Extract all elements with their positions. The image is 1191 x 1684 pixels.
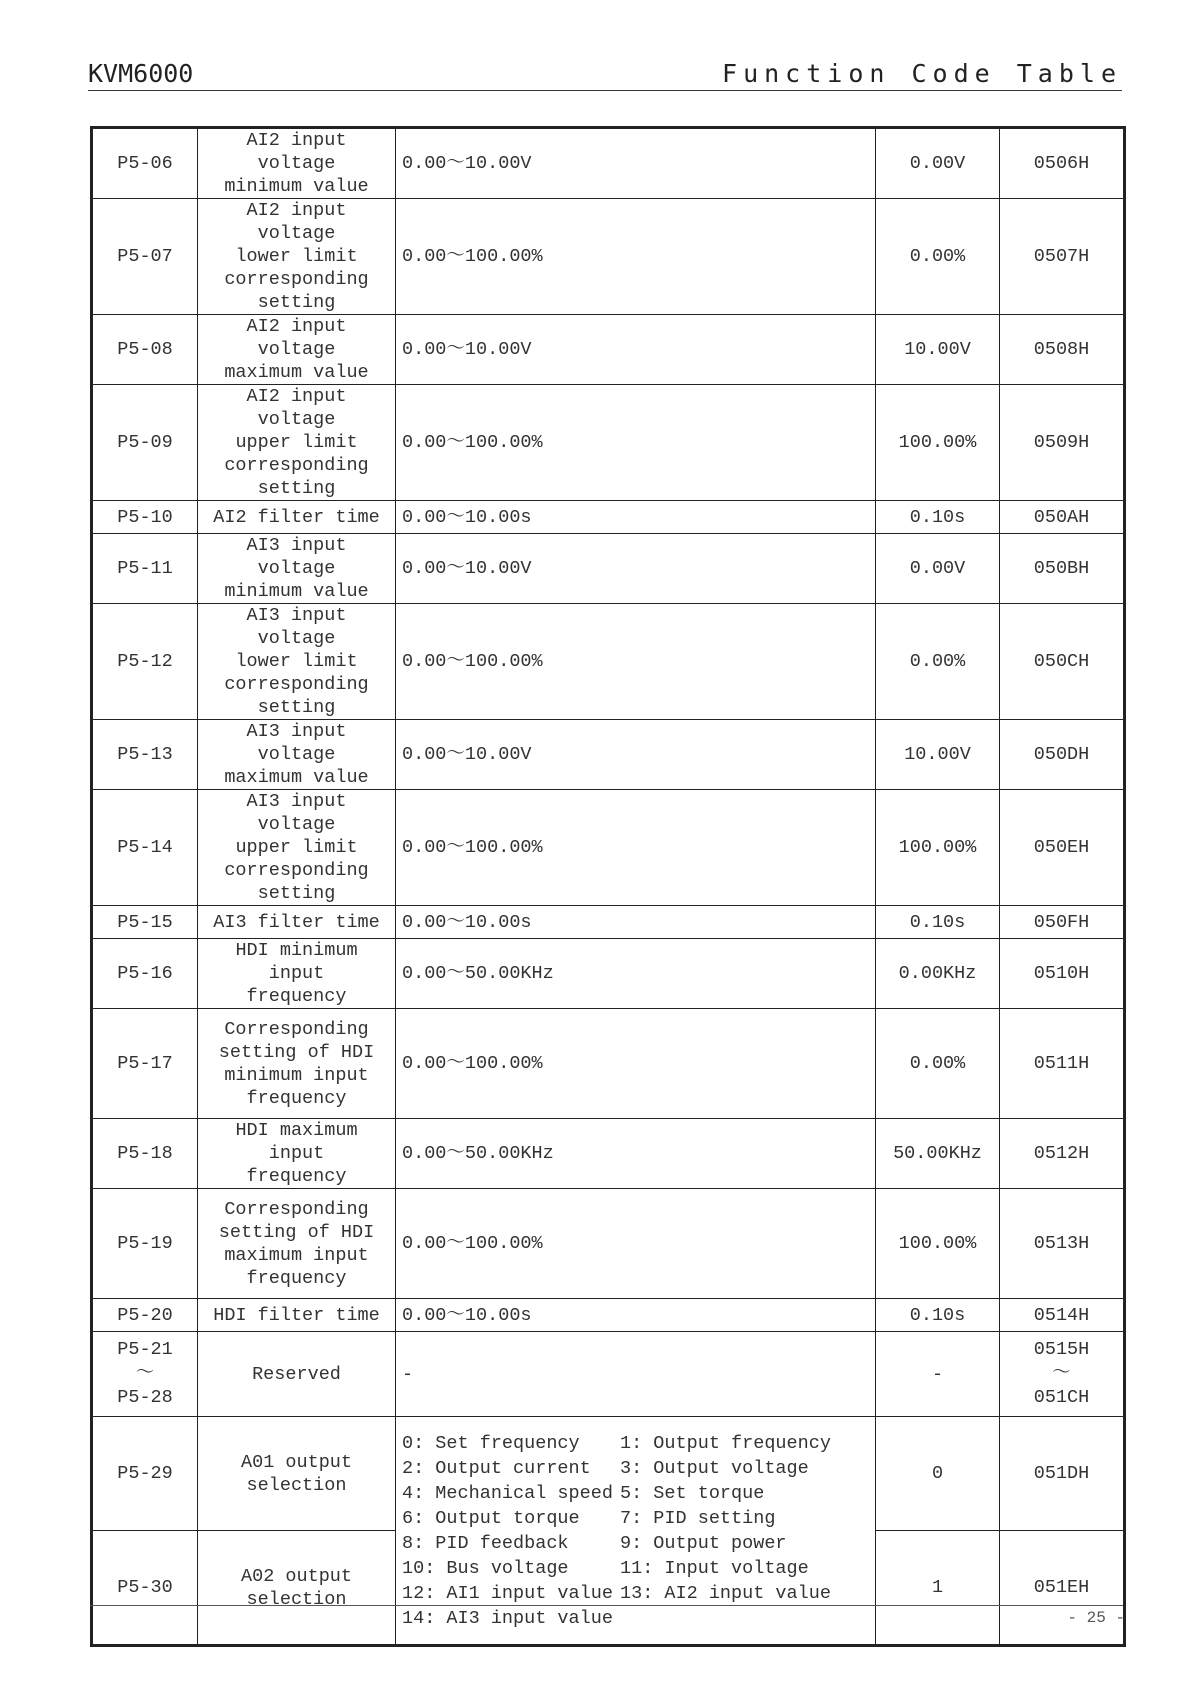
parameter-name-cell: HDI minimum input frequency	[198, 939, 396, 1009]
table-row	[92, 1119, 1125, 1189]
address-cell: 0512H	[1000, 1119, 1125, 1189]
output-options-cell	[396, 1417, 876, 1646]
table-row	[92, 1417, 1125, 1531]
default-value-cell: 0	[876, 1417, 1000, 1531]
document-title: Function Code Table	[722, 59, 1122, 88]
table-row	[92, 1189, 1125, 1299]
footer-rule	[90, 1605, 1123, 1606]
function-code-cell: P5-10	[92, 501, 198, 534]
function-code-cell: P5-19	[92, 1189, 198, 1299]
function-code-cell: P5-16	[92, 939, 198, 1009]
parameter-name-cell: AI2 filter time	[198, 501, 396, 534]
default-value-cell: 100.00%	[876, 790, 1000, 906]
parameter-name-cell: A01 output selection	[198, 1417, 396, 1531]
address-range-separator: ～	[1052, 1363, 1071, 1384]
parameter-name-cell: AI3 input voltage lower limit corresponding setting	[198, 604, 396, 720]
setting-range-cell: 0.00～10.00s	[396, 501, 876, 534]
default-value-cell: 0.10s	[876, 906, 1000, 939]
setting-range-cell: -	[396, 1332, 876, 1417]
table-row	[92, 720, 1125, 790]
parameter-name-cell: A02 output selection	[198, 1531, 396, 1646]
setting-range-cell: 0.00～50.00KHz	[396, 1119, 876, 1189]
address-cell: 0507H	[1000, 199, 1125, 315]
parameter-name-cell: AI3 input voltage upper limit corresponding setting	[198, 790, 396, 906]
function-code-cell: P5-18	[92, 1119, 198, 1189]
output-option: 3: Output voltage	[620, 1457, 809, 1479]
default-value-cell: 0.10s	[876, 501, 1000, 534]
default-value-cell: 100.00%	[876, 1189, 1000, 1299]
parameter-name-cell: AI3 input voltage maximum value	[198, 720, 396, 790]
function-code-cell: P5-06	[92, 128, 198, 199]
address-cell: 0514H	[1000, 1299, 1125, 1332]
default-value-cell: 0.00%	[876, 604, 1000, 720]
parameter-name-cell: AI3 filter time	[198, 906, 396, 939]
output-option: 13: AI2 input value	[620, 1582, 831, 1604]
setting-range-cell: 0.00～10.00V	[396, 128, 876, 199]
parameter-name-cell: AI2 input voltage minimum value	[198, 128, 396, 199]
address-cell: 050CH	[1000, 604, 1125, 720]
reserved-row	[92, 1332, 1125, 1417]
address-range-start: 0515H	[1033, 1339, 1090, 1360]
parameter-name-cell: AI2 input voltage maximum value	[198, 315, 396, 385]
output-option: 8: PID feedback	[402, 1532, 569, 1554]
default-value-cell: 0.00KHz	[876, 939, 1000, 1009]
address-cell: 050FH	[1000, 906, 1125, 939]
page-number: - 25 -	[1067, 1609, 1125, 1627]
table-body	[92, 128, 1125, 1646]
address-cell: 0508H	[1000, 315, 1125, 385]
output-option: 6: Output torque	[402, 1507, 580, 1529]
address-cell: 051EH	[1000, 1531, 1125, 1646]
setting-range-cell: 0.00～100.00%	[396, 385, 876, 501]
setting-range-cell: 0.00～100.00%	[396, 1009, 876, 1119]
output-options-list	[402, 1431, 869, 1631]
setting-range-cell: 0.00～10.00s	[396, 1299, 876, 1332]
setting-range-cell: 0.00～10.00V	[396, 720, 876, 790]
function-code-cell: P5-14	[92, 790, 198, 906]
output-option: 2: Output current	[402, 1457, 591, 1479]
address-cell: 0509H	[1000, 385, 1125, 501]
parameter-name-cell: HDI maximum input frequency	[198, 1119, 396, 1189]
parameter-name-cell: AI2 input voltage upper limit corresponding setting	[198, 385, 396, 501]
table-row	[92, 790, 1125, 906]
default-value-cell: 10.00V	[876, 720, 1000, 790]
address-range-end: 051CH	[1033, 1387, 1090, 1408]
code-range-stack	[99, 1338, 191, 1410]
setting-range-cell: 0.00～100.00%	[396, 604, 876, 720]
parameter-name-cell: HDI filter time	[198, 1299, 396, 1332]
brand-name: KVM6000	[88, 59, 194, 88]
output-option: 12: AI1 input value	[402, 1582, 613, 1604]
setting-range-cell: 0.00～10.00V	[396, 534, 876, 604]
table-row	[92, 199, 1125, 315]
setting-range-cell: 0.00～100.00%	[396, 199, 876, 315]
address-cell: 050AH	[1000, 501, 1125, 534]
output-option: 10: Bus voltage	[402, 1557, 569, 1579]
address-cell: 050EH	[1000, 790, 1125, 906]
default-value-cell: -	[876, 1332, 1000, 1417]
table-row	[92, 1299, 1125, 1332]
address-cell: 050DH	[1000, 720, 1125, 790]
table-row	[92, 906, 1125, 939]
table-row	[92, 385, 1125, 501]
parameter-name-cell: Corresponding setting of HDI minimum input frequency	[198, 1009, 396, 1119]
function-code-cell: P5-20	[92, 1299, 198, 1332]
function-code-cell: P5-15	[92, 906, 198, 939]
output-option: 1: Output frequency	[620, 1432, 831, 1454]
output-option: 11: Input voltage	[620, 1557, 809, 1579]
code-range-separator: ～	[135, 1363, 155, 1384]
default-value-cell: 0.00V	[876, 128, 1000, 199]
address-cell: 0511H	[1000, 1009, 1125, 1119]
address-cell: 0513H	[1000, 1189, 1125, 1299]
address-cell: 050BH	[1000, 534, 1125, 604]
function-code-cell: P5-08	[92, 315, 198, 385]
table-row	[92, 128, 1125, 199]
default-value-cell: 50.00KHz	[876, 1119, 1000, 1189]
table-row	[92, 534, 1125, 604]
output-option: 0: Set frequency	[402, 1432, 580, 1454]
address-range-stack	[1006, 1338, 1117, 1410]
function-code-cell: P5-07	[92, 199, 198, 315]
default-value-cell: 100.00%	[876, 385, 1000, 501]
function-code-cell: P5-17	[92, 1009, 198, 1119]
function-code-cell: P5-11	[92, 534, 198, 604]
page-header	[88, 54, 1122, 91]
default-value-cell: 0.00V	[876, 534, 1000, 604]
setting-range-cell: 0.00～50.00KHz	[396, 939, 876, 1009]
function-code-cell: P5-09	[92, 385, 198, 501]
output-option: 9: Output power	[620, 1532, 787, 1554]
function-code-table	[90, 126, 1126, 1647]
setting-range-cell: 0.00～100.00%	[396, 1189, 876, 1299]
table-row	[92, 501, 1125, 534]
output-option: 7: PID setting	[620, 1507, 776, 1529]
code-range-start: P5-21	[117, 1339, 173, 1360]
output-option: 14: AI3 input value	[402, 1607, 613, 1629]
address-cell: 051DH	[1000, 1417, 1125, 1531]
default-value-cell: 0.00%	[876, 1009, 1000, 1119]
address-cell: 0510H	[1000, 939, 1125, 1009]
function-code-cell	[92, 1332, 198, 1417]
default-value-cell: 0.10s	[876, 1299, 1000, 1332]
address-cell: 0506H	[1000, 128, 1125, 199]
table-row	[92, 604, 1125, 720]
output-option: 5: Set torque	[620, 1482, 765, 1504]
parameter-name-cell: Reserved	[198, 1332, 396, 1417]
code-range-end: P5-28	[117, 1387, 173, 1408]
table-row	[92, 315, 1125, 385]
table-row	[92, 939, 1125, 1009]
default-value-cell: 10.00V	[876, 315, 1000, 385]
default-value-cell: 0.00%	[876, 199, 1000, 315]
output-option: 4: Mechanical speed	[402, 1482, 613, 1504]
setting-range-cell: 0.00～10.00V	[396, 315, 876, 385]
parameter-name-cell: Corresponding setting of HDI maximum input frequency	[198, 1189, 396, 1299]
function-code-cell: P5-13	[92, 720, 198, 790]
function-code-cell: P5-30	[92, 1531, 198, 1646]
table-row	[92, 1009, 1125, 1119]
setting-range-cell: 0.00～10.00s	[396, 906, 876, 939]
default-value-cell: 1	[876, 1531, 1000, 1646]
function-code-cell: P5-29	[92, 1417, 198, 1531]
setting-range-cell: 0.00～100.00%	[396, 790, 876, 906]
function-code-cell: P5-12	[92, 604, 198, 720]
parameter-name-cell: AI3 input voltage minimum value	[198, 534, 396, 604]
address-cell	[1000, 1332, 1125, 1417]
output-option	[620, 1606, 869, 1631]
parameter-name-cell: AI2 input voltage lower limit corresponding setting	[198, 199, 396, 315]
